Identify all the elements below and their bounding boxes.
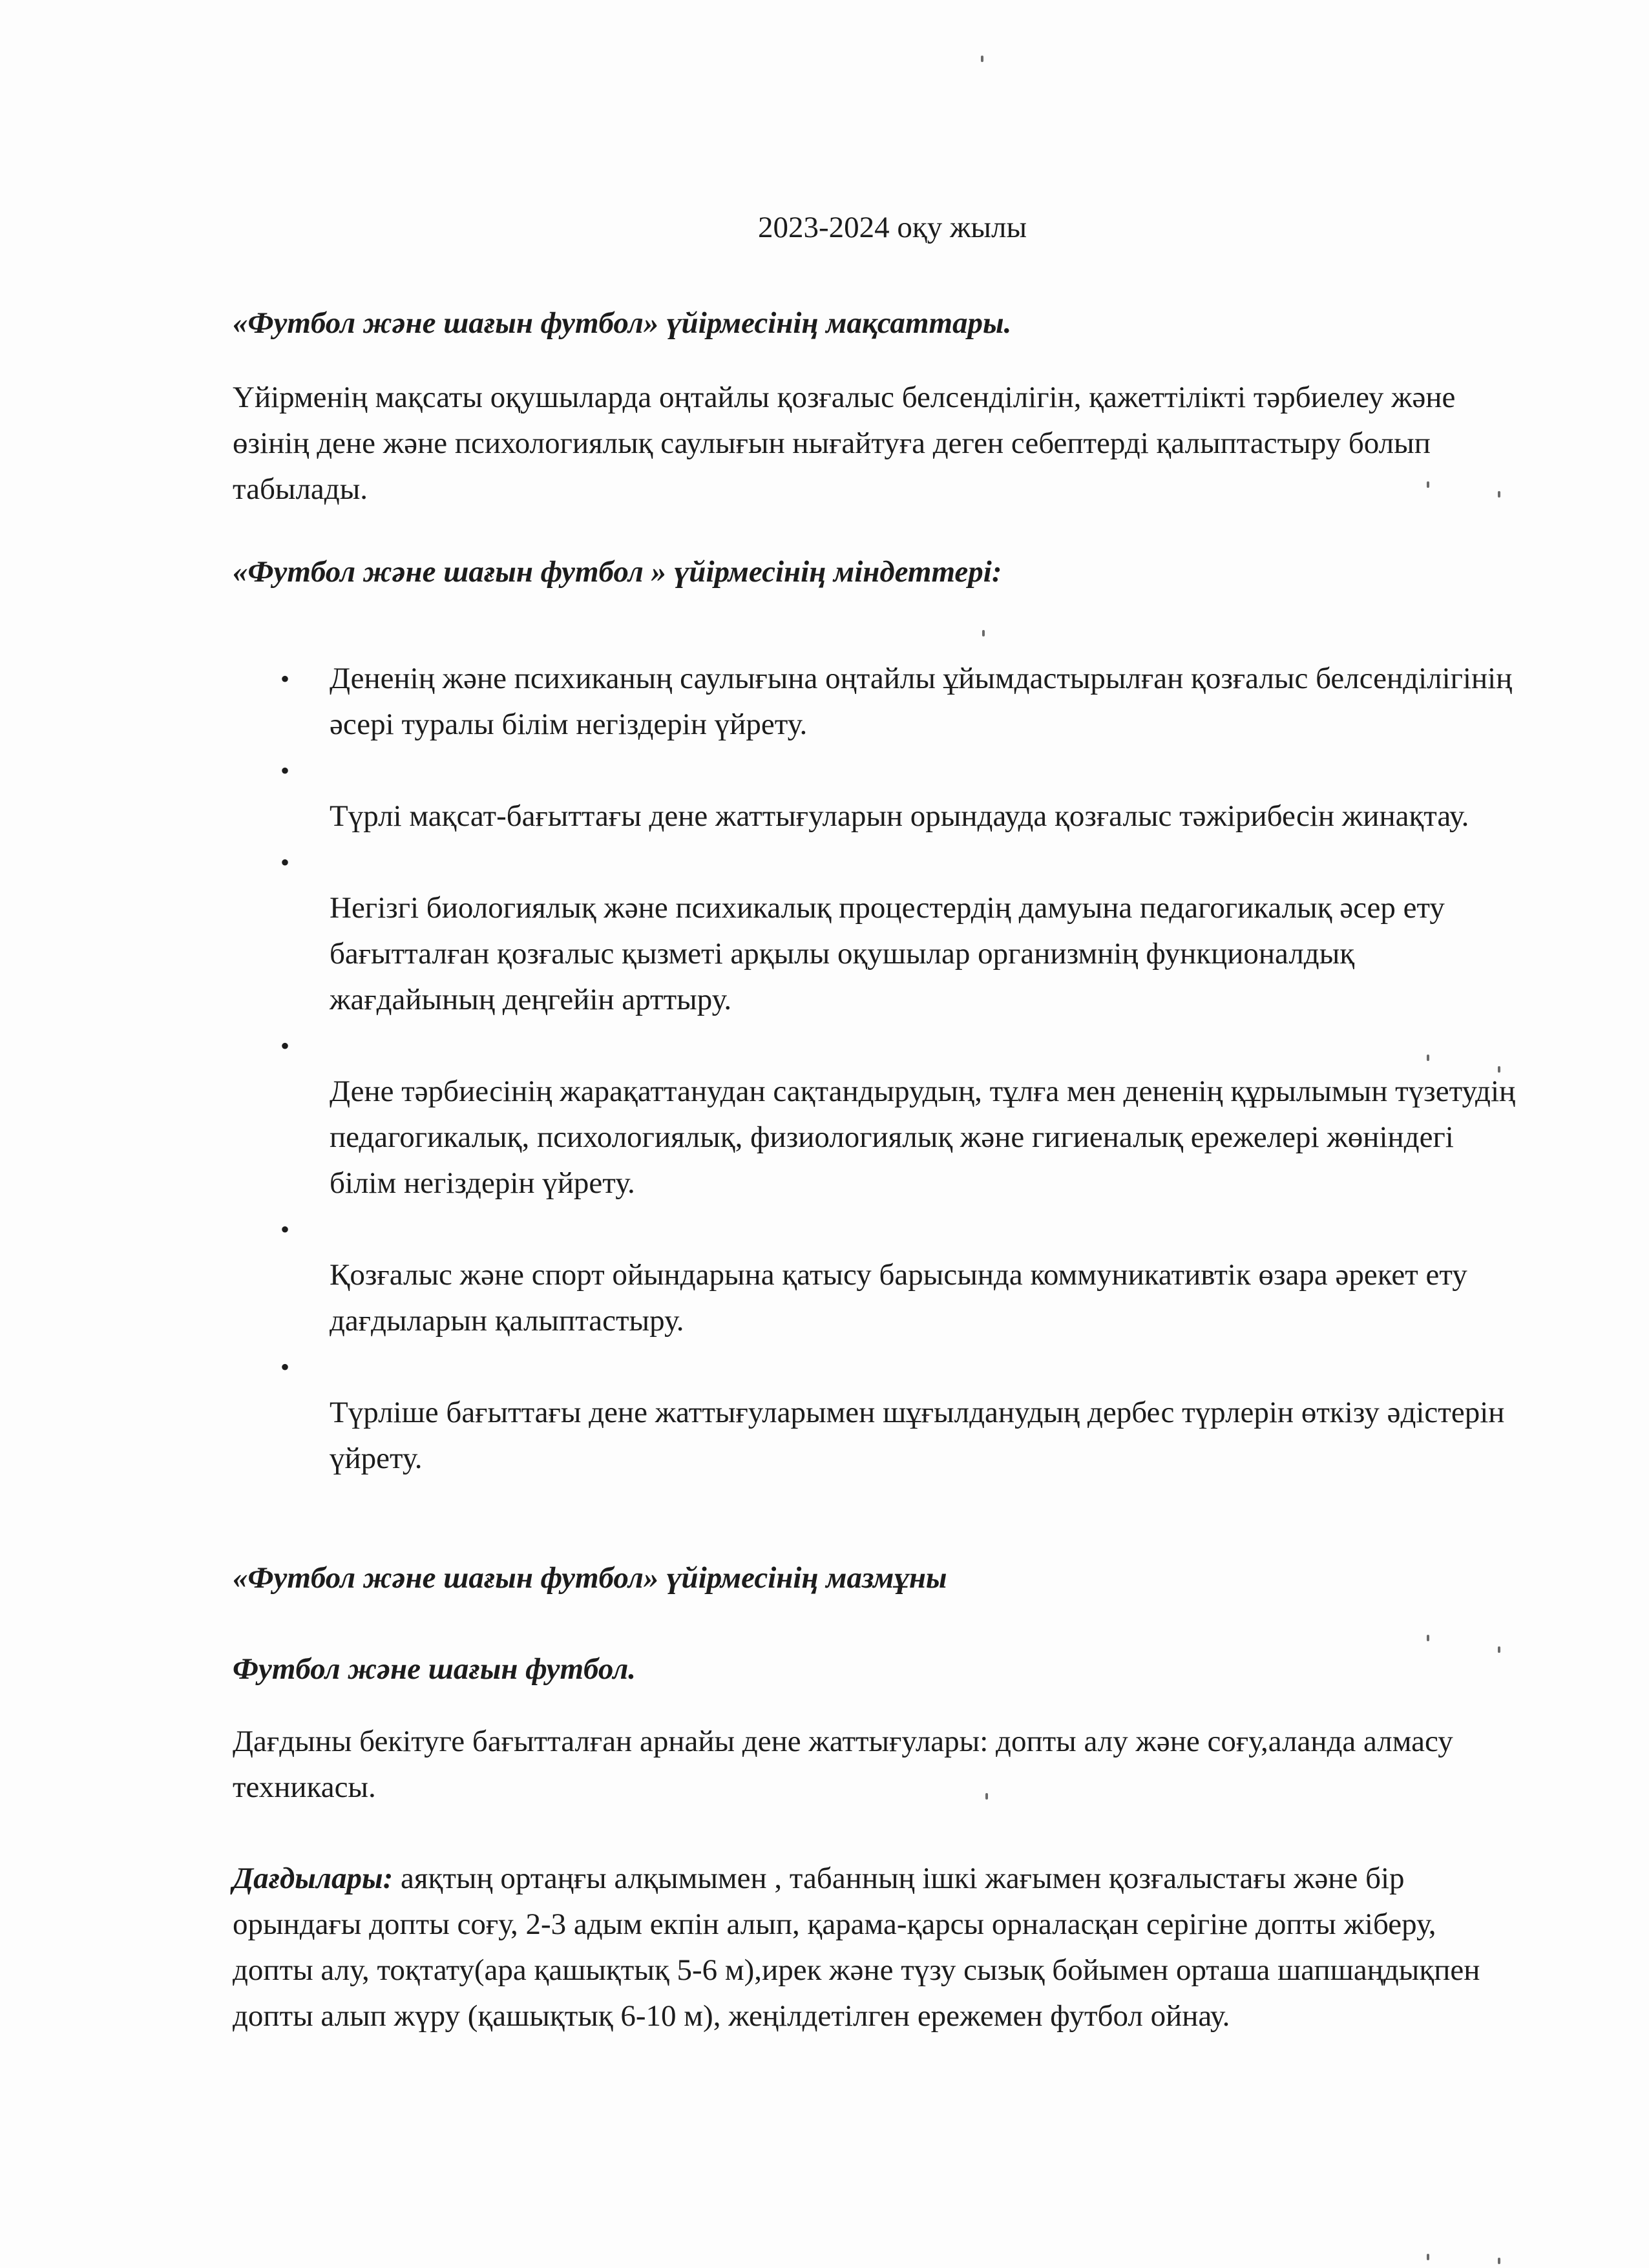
scan-speck (1498, 1646, 1500, 1653)
tasks-heading: «Футбол және шағын футбол » үйірмесінің міндеттері: (233, 555, 1002, 589)
list-item (233, 1206, 1518, 1344)
list-item (233, 839, 1518, 1023)
goals-paragraph: Үйірменің мақсаты оқушыларда оңтайлы қозғалыс белсенділігін, қажеттілікті тәрбиелеу және өзінің дене және психологиялық саулығын нығайтуға деген себептерді қалыптастыру болып табылады. (233, 381, 1456, 506)
scan-speck (1427, 1635, 1429, 1641)
list-item (233, 1344, 1518, 1482)
list-item (233, 656, 1518, 748)
goals-heading: «Футбол және шағын футбол» үйірмесінің мақсаттары. (233, 306, 1012, 340)
bullet-marker: • (280, 848, 290, 877)
scan-speck (981, 56, 983, 62)
exercises-paragraph: Дағдыны бекітуге бағытталған арнайы дене жаттығулары: допты алу және соғу,аланда алмасу техникасы. (233, 1725, 1453, 1804)
task-text: Дененің және психиканың саулығына оңтайлы ұйымдастырылған қозғалыс белсенділігінің әсері туралы білім негіздерін үйрету. (330, 662, 1513, 741)
task-text: Түрлі мақсат-бағыттағы дене жаттығуларын орындауда қозғалыс тәжірибесін жинақтау. (330, 799, 1469, 833)
scan-speck (985, 1793, 988, 1800)
scan-speck (1498, 1066, 1500, 1073)
content-heading: «Футбол және шағын футбол» үйірмесінің мазмұны (233, 1561, 947, 1595)
task-text: Түрліше бағыттағы дене жаттығуларымен шұғылданудың дербес түрлерін өткізу әдістерін үйрету. (330, 1396, 1505, 1475)
scan-speck (1498, 2258, 1500, 2264)
list-item (233, 1023, 1518, 1206)
bullet-marker: • (280, 1031, 290, 1060)
bullet-marker: • (280, 756, 290, 785)
tasks-list (233, 656, 1518, 1482)
scan-speck (1498, 491, 1500, 498)
content-subheading: Футбол және шағын футбол. (233, 1652, 636, 1686)
scan-speck (1427, 1055, 1429, 1061)
skills-text: аяқтың ортаңғы алқымымен , табанның ішкі жағымен қозғалыстағы және бір орындағы допты соғу, 2-3 адым екпін алып, қарама-қарсы орналасқан серігіне допты жіберу, допты алу, тоқтату(ара қашықтық 5-6 м),ирек және түзу сызық бойымен орташа шапшаңдықпен допты алып жүру (қашықтық 6-10 м), жеңілдетілген ережемен футбол ойнау. (233, 1862, 1480, 2033)
scan-speck (1427, 481, 1429, 488)
bullet-marker: • (280, 1215, 290, 1244)
task-text: Қозғалыс және спорт ойындарына қатысу барысында коммуникативтік өзара әрекет ету дағдыларын қалыптастыру. (330, 1258, 1467, 1338)
skills-paragraph (233, 1856, 1512, 2039)
scan-speck (982, 630, 985, 636)
academic-year-line: 2023-2024 оқу жылы (757, 211, 1027, 244)
bullet-marker: • (280, 1352, 290, 1381)
scan-speck (1427, 2254, 1429, 2260)
skills-label: Дағдылары: (233, 1862, 394, 1895)
task-text: Дене тәрбиесінің жарақаттанудан сақтандырудың, тұлға мен дененің құрылымын түзетудің педагогикалық, психологиялық, физиологиялық және гигиеналық ережелері жөніндегі білім негіздерін үйрету. (330, 1075, 1516, 1200)
list-item (233, 748, 1518, 839)
bullet-marker: • (280, 664, 290, 693)
task-text: Негізгі биологиялық және психикалық процестердің дамуына педагогикалық әсер ету бағытталған қозғалыс қызметі арқылы оқушылар организмнің функционалдық жағдайының деңгейін арттыру. (330, 891, 1445, 1016)
